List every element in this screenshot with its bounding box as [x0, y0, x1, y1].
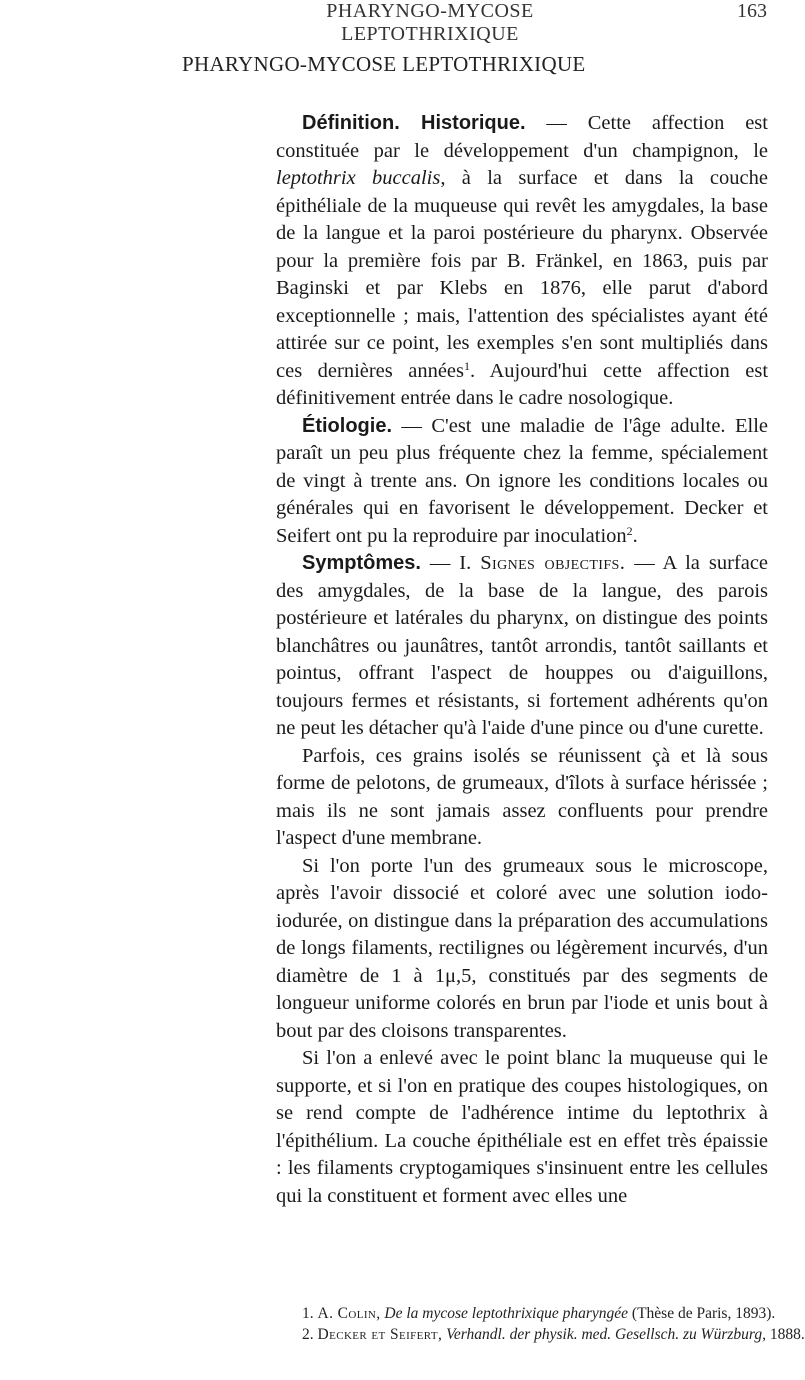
symptomes-heading: Symptômes. [302, 552, 421, 574]
chapter-title: PHARYNGO-MYCOSE LEPTOTHRIXIQUE [182, 52, 586, 76]
body-text [276, 110, 768, 1210]
running-head: PHARYNGO-MYCOSE LEPTOTHRIXIQUE [326, 0, 534, 45]
footnote-1-number: 1. [302, 1305, 314, 1322]
definition-paragraph [276, 110, 768, 413]
footnote-1-author: A. Colin, [317, 1305, 381, 1322]
footnote-2-rest: 1888. [769, 1326, 805, 1343]
etiologie-paragraph [276, 413, 768, 551]
etiologie-text-a: — C'est une maladie de l'âge adulte. Elle paraît un peu plus fréquente chez la femme, spécialement de vingt à trente ans. On ignore les conditions locales ou générales qui en favorisent le développement. Decker et Seifert ont pu la reproduire par inoculation [276, 414, 768, 547]
symptomes-dash: — I. [420, 552, 481, 574]
footnote-2 [280, 1324, 805, 1345]
species-name: leptothrix buccalis [276, 167, 441, 189]
definition-text-b: , à la surface et dans la couche épithéliale de la muqueuse qui revêt les amygdales, la base de la langue et la paroi postérieure du pharynx. Observée pour la première fois par B. Fränkel, en 1863, puis par Baginski et par Klebs en 1876, elle parut d'abord exceptionnelle ; mais, l'attention des spécialistes ayant été attirée sur ce point, les exemples s'en sont multipliés dans ces dernières années [276, 167, 768, 382]
symptomes-text: — A la surface des amygdales, de la base de la langue, des parois postérieure et latérales du pharynx, on distingue des points blanchâtres ou jaunâtres, tantôt arrondis, tantôt saillants et pointus, offrant l'aspect de houppes ou d'aiguillons, toujours fermes et résistants, si fortement adhérents qu'on ne peut les détacher qu'à l'aide d'une pince ou d'une curette. [276, 552, 769, 739]
footnotes [280, 1303, 805, 1345]
page-number: 163 [737, 0, 767, 22]
symptomes-paragraph-2: Parfois, ces grains isolés se réunissent çà et là sous forme de pelotons, de grumeaux, d'îlots à surface hérissée ; mais ils ne sont jamais assez confluents pour prendre l'aspect d'une membrane. [276, 744, 768, 849]
footnote-2-title: Verhandl. der physik. med. Gesellsch. zu Würzburg, [446, 1326, 766, 1343]
etiologie-text-b: . [632, 524, 638, 547]
footnote-2-number: 2. [302, 1326, 314, 1343]
footnote-1-title: De la mycose leptothrixique pharyngée [384, 1305, 629, 1322]
definition-text-c: . Aujourd'hui cette affection est définitivement entrée dans le cadre nosologique. [276, 359, 769, 409]
footnote-2-author: Decker et Seifert, [317, 1326, 443, 1343]
symptomes-paragraph [276, 550, 768, 743]
footnote-1 [280, 1303, 780, 1324]
footnote-ref-1[interactable]: 1 [464, 358, 471, 373]
definition-text-a: — Cette affection est constituée par le développement d'un champignon, le [276, 112, 768, 162]
definition-heading: Définition. Historique. [302, 112, 526, 134]
symptomes-paragraph-3: Si l'on porte l'un des grumeaux sous le microscope, après l'avoir dissocié et coloré avec une solution iodo-iodurée, on distingue dans la préparation des accumulations de longs filaments, rectilignes ou légèrement incurvés, d'un diamètre de 1 à 1μ,5, constitués par des segments de longueur uniforme colorés en brun par l'iode et unis bout à bout par des cloisons transparentes. [276, 854, 768, 1042]
etiologie-heading: Étiologie. [302, 414, 392, 437]
signes-objectifs-subhead: Signes objectifs. [480, 552, 626, 574]
footnote-1-rest: (Thèse de Paris, 1893). [631, 1305, 776, 1322]
footnote-ref-2[interactable]: 2 [626, 523, 633, 538]
symptomes-paragraph-4: Si l'on a enlevé avec le point blanc la muqueuse qui le supporte, et si l'on en pratique des coupes histologiques, on se rend compte de l'adhérence intime du leptothrix à l'épithélium. La couche épithéliale est en effet très épaissie : les filaments cryptogamiques s'insinuent entre les cellules qui la constituent et forment avec elles une [276, 1047, 768, 1207]
